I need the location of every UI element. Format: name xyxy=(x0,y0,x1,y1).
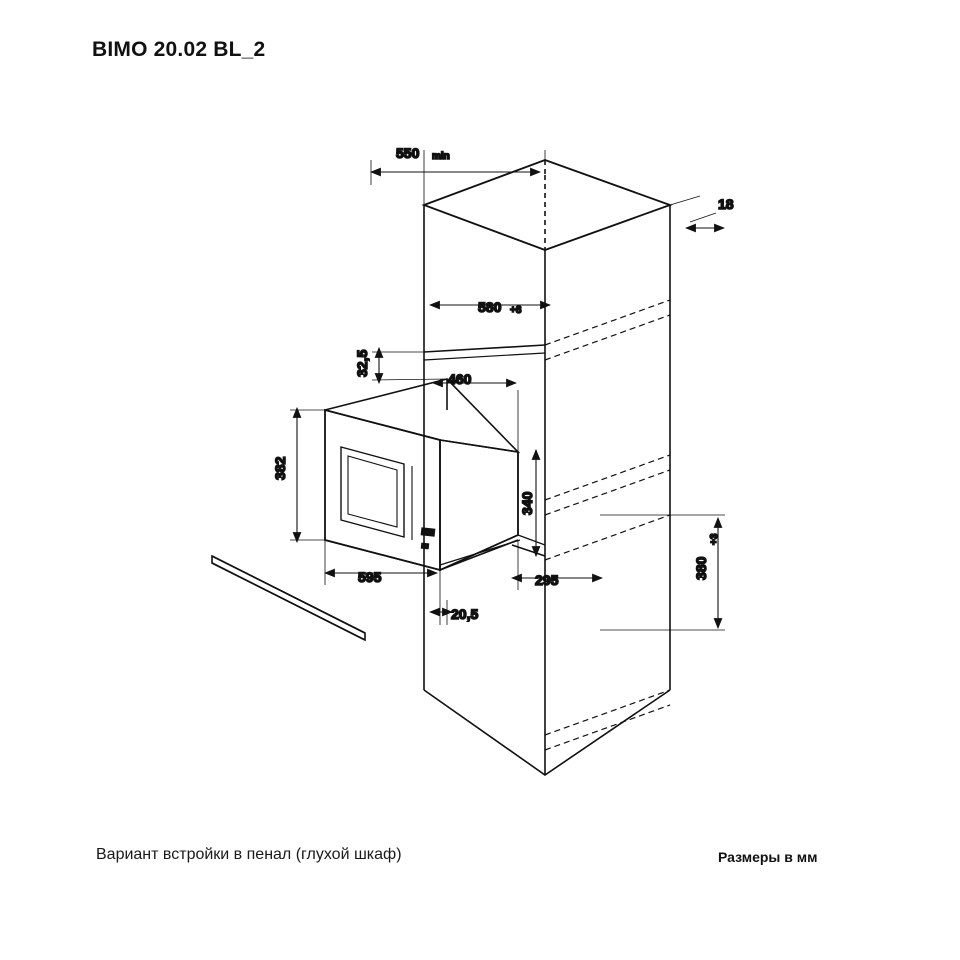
dim-label-top-offset: 32,5 xyxy=(354,349,370,377)
dim-label-front-height: 382 xyxy=(272,456,288,480)
dim-label-rear-offset: 295 xyxy=(535,572,559,588)
dim-suffix-niche-width: +8 xyxy=(510,305,522,316)
dim-label-niche-height: 380 xyxy=(693,556,709,580)
dim-label-front-width: 595 xyxy=(358,569,382,585)
diagram-caption: Вариант встройки в пенал (глухой шкаф) xyxy=(96,846,402,863)
dim-label-niche-width: 580 xyxy=(478,299,502,315)
page-title: BIMO 20.02 BL_2 xyxy=(92,38,266,61)
dim-label-body-height: 340 xyxy=(519,491,535,515)
dim-label-panel-thickness: 18 xyxy=(718,196,734,212)
dim-suffix-depth-min: min xyxy=(432,151,450,162)
dim-label-inner-depth: 460 xyxy=(448,371,472,387)
units-note: Размеры в мм xyxy=(718,849,818,865)
dim-label-depth-min: 550 xyxy=(396,145,420,161)
dim-label-flange-depth: 20,5 xyxy=(451,606,479,622)
dim-suffix-niche-height: +3 xyxy=(709,533,720,545)
